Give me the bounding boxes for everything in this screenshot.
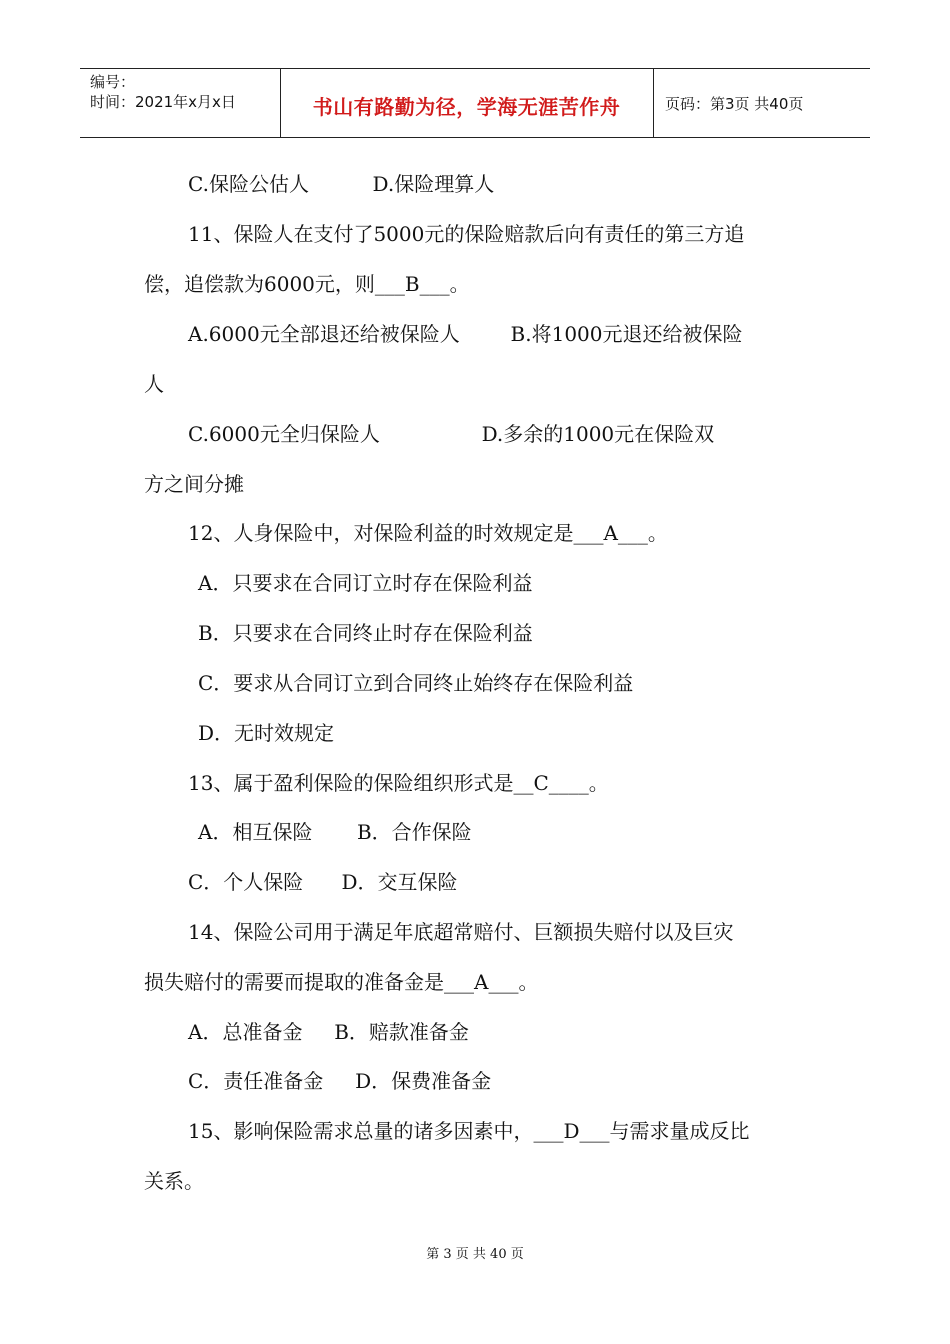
text-line: B．只要求在合同终止时存在保险利益 xyxy=(198,621,533,645)
text-line: A．相互保险 B．合作保险 xyxy=(198,820,472,844)
date-label: 时间：2021年x月x日 xyxy=(90,93,236,111)
text-line: 13、属于盈利保险的保险组织形式是__C____。 xyxy=(188,771,609,795)
text-line: C．个人保险 D．交互保险 xyxy=(188,870,458,894)
text-line: C.保险公估人 D.保险理算人 xyxy=(188,172,495,196)
text-line: 12、人身保险中，对保险利益的时效规定是___A___。 xyxy=(188,521,668,545)
text-line: A.6000元全部退还给被保险人 B.将1000元退还给被保险 xyxy=(188,322,743,346)
serial-number-label: 编号： xyxy=(90,73,136,91)
text-line: 损失赔付的需要而提取的准备金是___A___。 xyxy=(144,970,539,994)
text-line: C.6000元全归保险人 D.多余的1000元在保险双 xyxy=(188,422,715,446)
text-line: D．无时效规定 xyxy=(198,721,335,745)
text-line: 偿，追偿款为6000元，则___B___。 xyxy=(144,272,470,296)
page-footer: 第 3 页 共 40 页 xyxy=(426,1247,524,1262)
text-line: 11、保险人在支付了5000元的保险赔款后向有责任的第三方追 xyxy=(188,222,745,246)
text-line: A．总准备金 B．赔款准备金 xyxy=(188,1020,469,1044)
text-line: 方之间分摊 xyxy=(144,472,244,496)
text-line: C．要求从合同订立到合同终止始终存在保险利益 xyxy=(198,671,634,695)
text-line: C．责任准备金 D．保费准备金 xyxy=(188,1069,492,1093)
text-line: 人 xyxy=(144,372,164,396)
text-line: 关系。 xyxy=(144,1169,204,1193)
text-line: 15、影响保险需求总量的诸多因素中，___D___与需求量成反比 xyxy=(188,1119,750,1143)
text-line: 14、保险公司用于满足年底超常赔付、巨额损失赔付以及巨灾 xyxy=(188,920,734,944)
page-indicator: 页码：第3页 共40页 xyxy=(665,95,804,113)
document-header xyxy=(80,68,870,138)
header-motto-cell xyxy=(280,69,654,137)
motto: 书山有路勤为径，学海无涯苦作舟 xyxy=(312,95,621,119)
header-page-cell xyxy=(653,69,870,137)
text-line: A．只要求在合同订立时存在保险利益 xyxy=(198,571,533,595)
header-meta-cell xyxy=(80,69,281,137)
